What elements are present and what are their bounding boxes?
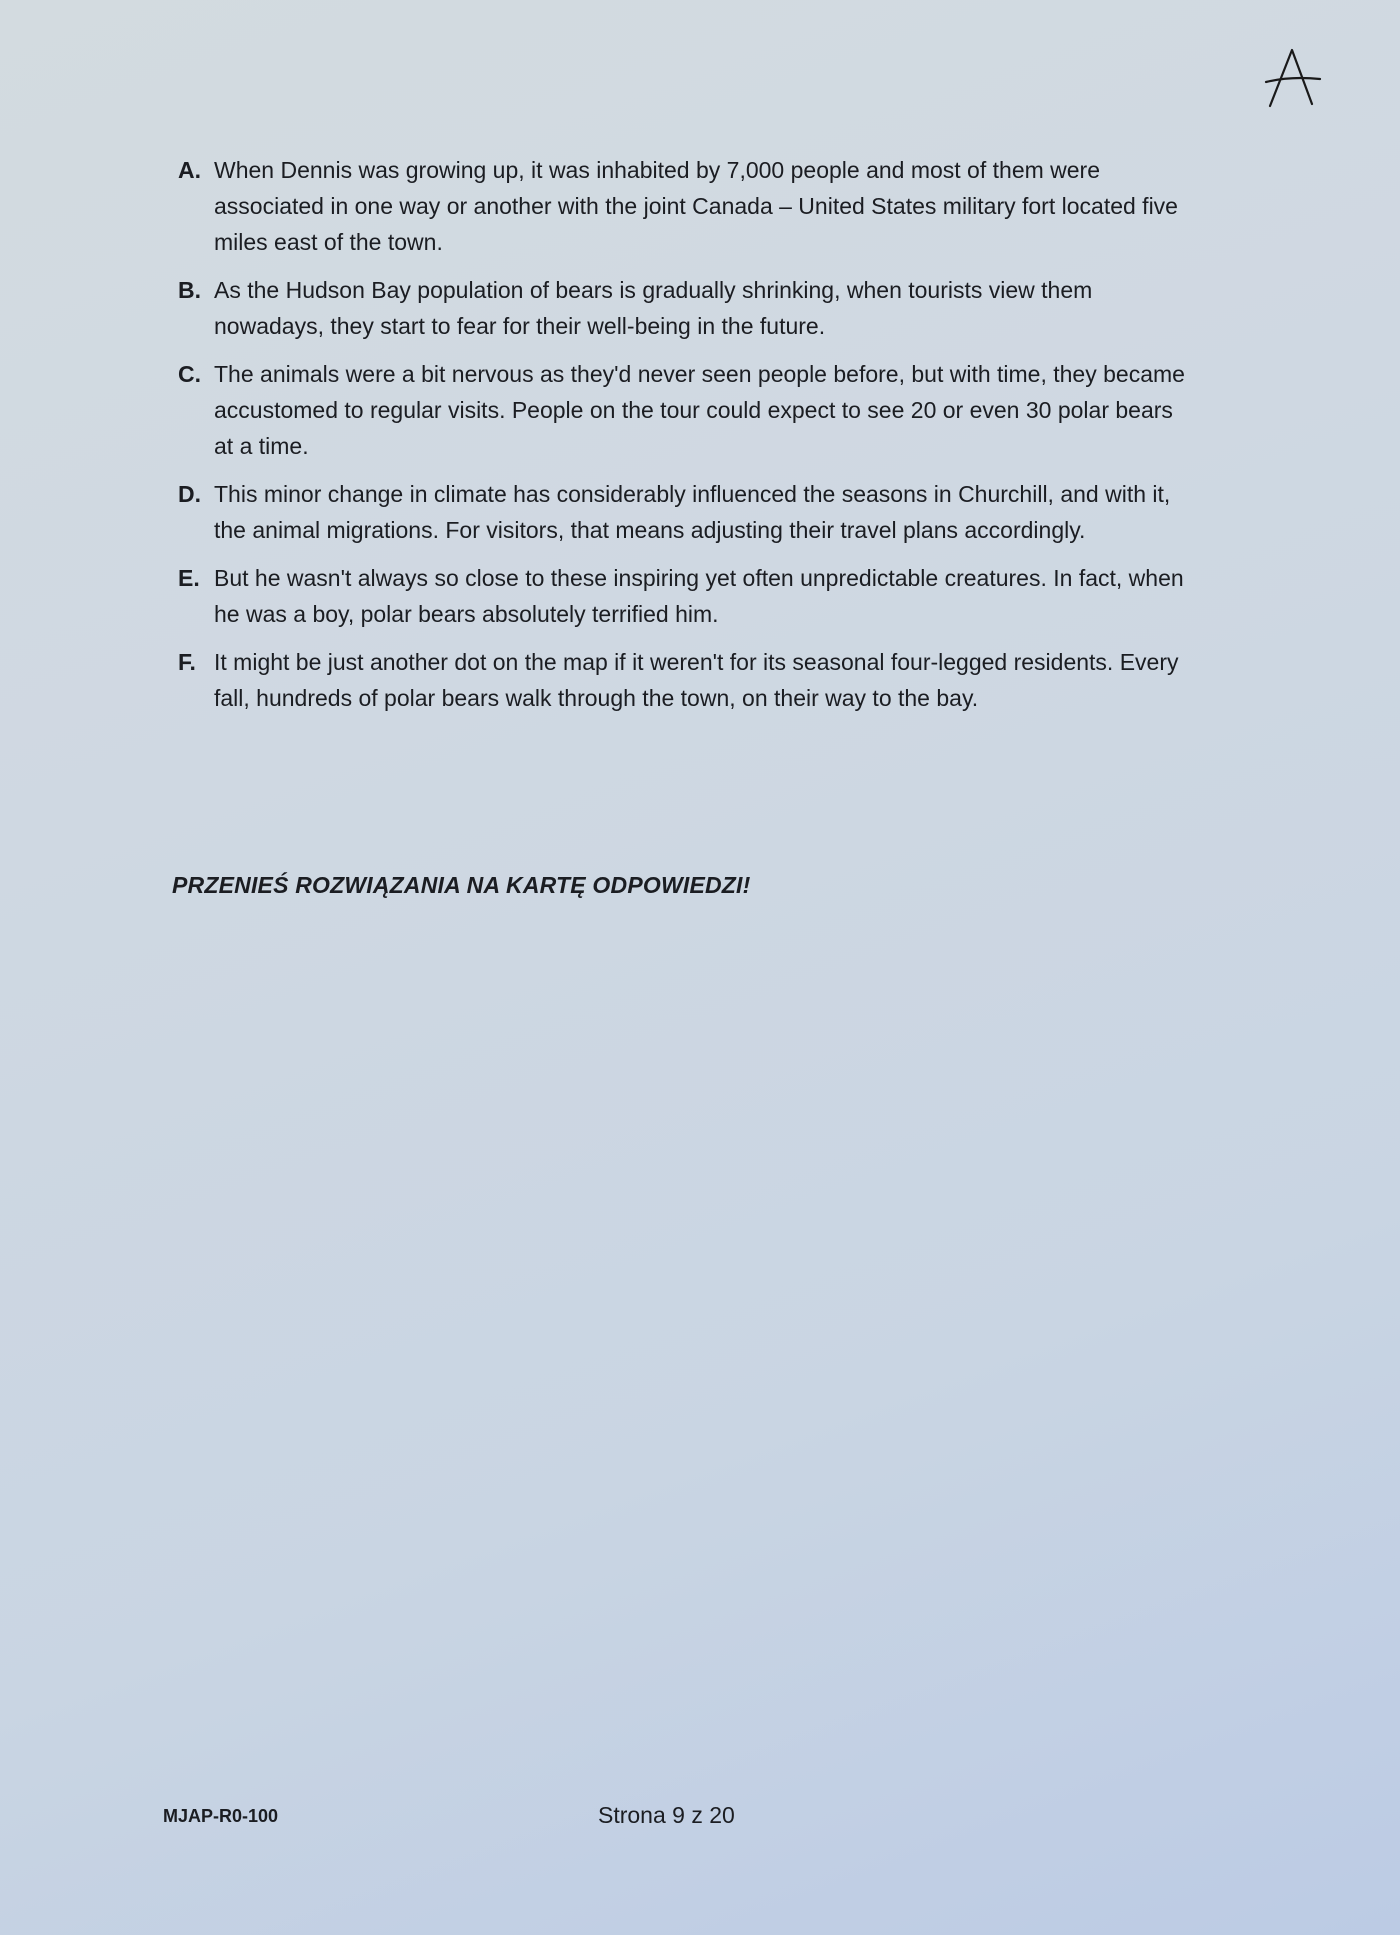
option-c	[178, 356, 1198, 464]
option-f	[178, 644, 1198, 716]
option-a	[178, 152, 1198, 260]
option-letter: F.	[178, 649, 196, 675]
option-letter: A.	[178, 157, 201, 183]
handwritten-letter-a-mark	[1262, 46, 1322, 108]
option-letter: E.	[178, 565, 200, 591]
page-number: Strona 9 z 20	[598, 1802, 735, 1828]
option-b	[178, 272, 1198, 344]
option-letter: D.	[178, 481, 201, 507]
option-text: The animals were a bit nervous as they'd never seen people before, but with time, they became accustomed to regular visits. People on the tour could expect to see 20 or even 30 polar bears at a time.	[214, 361, 1185, 459]
answer-options-list	[178, 152, 1198, 728]
option-text: As the Hudson Bay population of bears is gradually shrinking, when tourists view them nowadays, they start to fear for their well-being in the future.	[214, 277, 1093, 339]
option-e	[178, 560, 1198, 632]
option-d	[178, 476, 1198, 548]
option-letter: C.	[178, 361, 201, 387]
option-text: It might be just another dot on the map if it weren't for its seasonal four-legged residents. Every fall, hundreds of polar bears walk through the town, on their way to the bay.	[214, 649, 1179, 711]
option-text: But he wasn't always so close to these inspiring yet often unpredictable creatures. In fact, when he was a boy, polar bears absolutely terrified him.	[214, 565, 1184, 627]
transfer-answers-instruction: PRZENIEŚ ROZWIĄZANIA NA KARTĘ ODPOWIEDZI!	[172, 872, 751, 898]
option-letter: B.	[178, 277, 201, 303]
option-text: When Dennis was growing up, it was inhabited by 7,000 people and most of them were associated in one way or another with the joint Canada – United States military fort located five miles east of the town.	[214, 157, 1178, 255]
option-text: This minor change in climate has considerably influenced the seasons in Churchill, and with it, the animal migrations. For visitors, that means adjusting their travel plans accordingly.	[214, 481, 1171, 543]
exam-code: MJAP-R0-100	[163, 1806, 279, 1826]
